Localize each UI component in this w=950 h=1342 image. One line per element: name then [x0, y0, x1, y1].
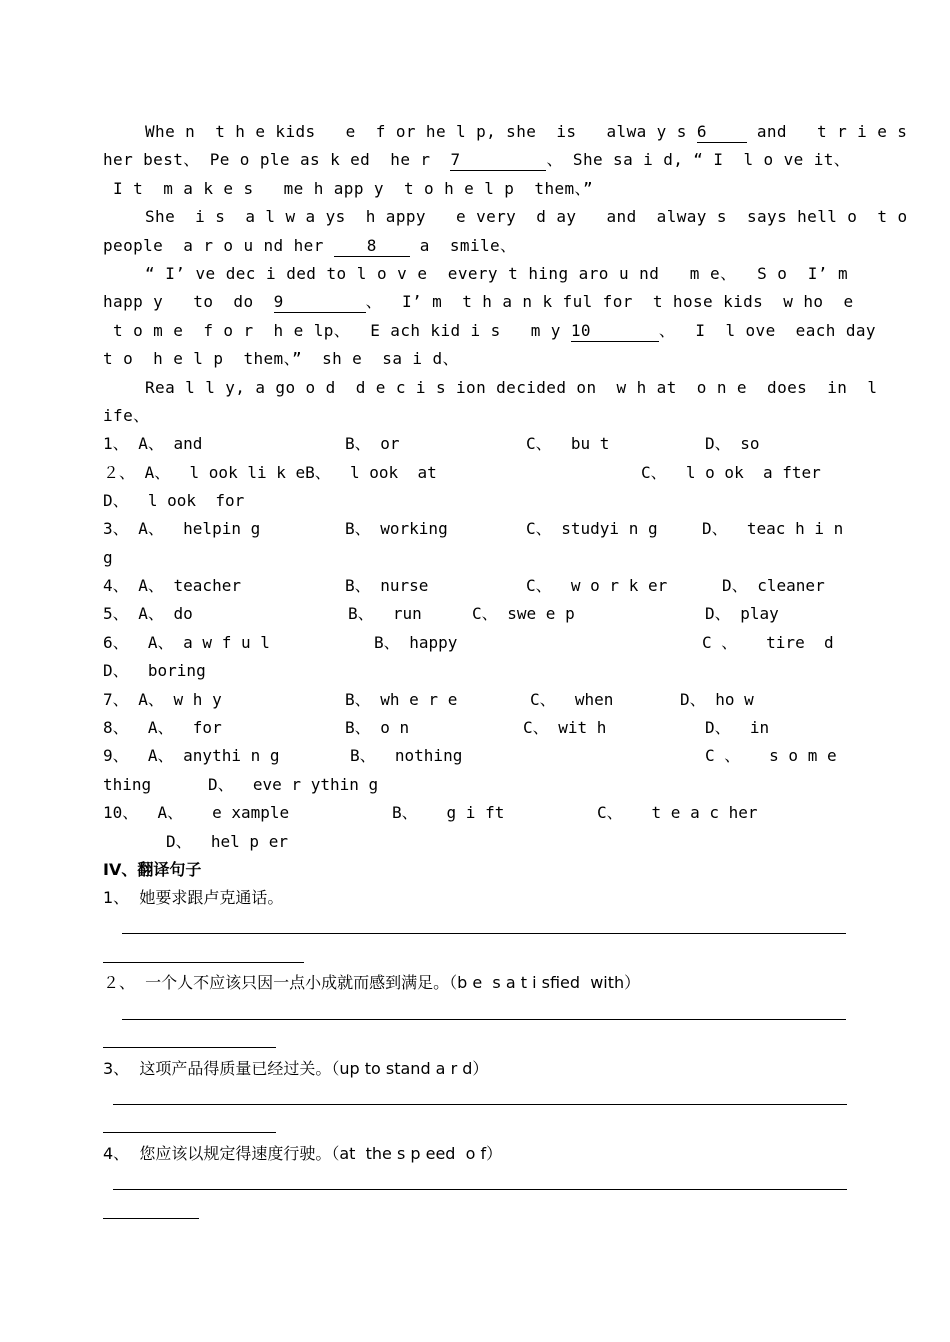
- question-1-option-a: 1、 A、 and: [103, 434, 203, 453]
- passage-text: Whe n t h e kids e f or he l p, she is alwa y s: [145, 122, 697, 141]
- question-4-option-a: 4、 A、 teacher: [103, 576, 241, 595]
- question-6-option-b: B、 happy: [374, 633, 458, 652]
- passage-text: t o m e f o r h e lp、 E ach kid i s m y: [103, 321, 571, 340]
- question-4-option-b: B、 nurse: [345, 576, 429, 595]
- question-3-option-a: 3、 A、 helpin g: [103, 519, 261, 538]
- translation-item-4: 4、 您应该以规定得速度行驶。（at the s p eed o f）: [103, 1144, 503, 1163]
- translation-item-1: 1、 她要求跟卢克通话。: [103, 888, 284, 907]
- question-8-option-b: B、 o n: [345, 718, 410, 737]
- question-9-option-c-wrap: thing: [103, 775, 152, 794]
- question-5-option-a: 5、 A、 do: [103, 604, 193, 623]
- answer-line[interactable]: [113, 1189, 847, 1190]
- passage-text: 、 She sa i d, “ I l o ve it、: [546, 150, 851, 169]
- question-3-option-b: B、 working: [345, 519, 448, 538]
- question-2-option-c: C、 l o ok a fter: [641, 463, 821, 482]
- question-2-options-ab: ２、 A、 l ook li k eB、 l ook at: [103, 463, 437, 482]
- question-8-option-c: C、 wit h: [523, 718, 607, 737]
- answer-line-wrap[interactable]: [103, 1218, 199, 1219]
- question-6-option-a: 6、 A、 a w f u l: [103, 633, 270, 652]
- passage-text: happ y to do: [103, 292, 274, 311]
- passage-line: “ I’ ve dec i ded to l o v e every t hing aro u nd m e、 S o I’ m: [145, 264, 848, 283]
- passage-line: [103, 317, 876, 345]
- translation-item-3: 3、 这项产品得质量已经过关。（up to stand a r d）: [103, 1059, 489, 1078]
- question-10-option-a: 10、 A、 e xample: [103, 803, 290, 822]
- passage-line: t o h e l p them、” sh e sa i d、: [103, 349, 459, 368]
- question-1-option-d: D、 so: [705, 434, 760, 453]
- passage-line: I t m a k e s me h app y t o h e l p them、”: [103, 179, 593, 198]
- question-6-option-d: D、 boring: [103, 661, 206, 680]
- passage-text: 、 I l ove each day: [658, 321, 876, 340]
- question-7-option-d: D、 ho w: [680, 690, 754, 709]
- passage-line: [103, 232, 848, 260]
- passage-line: ife、: [103, 406, 150, 425]
- answer-line-wrap[interactable]: [103, 1047, 276, 1048]
- question-1-option-b: B、 or: [345, 434, 400, 453]
- question-3-option-d-wrap: g: [103, 548, 113, 567]
- question-3-option-d: D、 teac h i n: [702, 519, 844, 538]
- question-5-option-b: B、 run: [348, 604, 422, 623]
- blank-9: 9: [274, 292, 366, 313]
- question-8-option-a: 8、 A、 for: [103, 718, 222, 737]
- passage-line: [103, 146, 851, 174]
- section-heading: IV、翻译句子: [103, 860, 202, 879]
- question-4-option-c: C、 w o r k er: [526, 576, 668, 595]
- blank-8: 8: [334, 236, 410, 257]
- translation-item-2: ２、 一个人不应该只因一点小成就而感到满足。（b e s a t i sfied with）: [103, 973, 641, 992]
- question-4-option-d: D、 cleaner: [722, 576, 825, 595]
- passage-line: Rea l l y, a go o d d e c i s ion decided on w h at o n e does in l: [145, 378, 878, 397]
- question-9-option-a: 9、 A、 anythi n g: [103, 746, 280, 765]
- question-5-option-c: C、 swe e p: [472, 604, 575, 623]
- question-5-option-d: D、 play: [705, 604, 779, 623]
- question-9-option-b: B、 nothing: [350, 746, 463, 765]
- question-7-option-c: C、 when: [530, 690, 614, 709]
- passage-text: a smile、: [409, 236, 517, 255]
- blank-6: 6: [697, 122, 747, 143]
- question-10-option-d: D、 hel p er: [166, 832, 288, 851]
- blank-10: 10: [571, 321, 659, 342]
- question-9-option-c: C 、 s o m e: [705, 746, 837, 765]
- passage-line: [145, 118, 908, 146]
- question-9-option-d: D、 eve r ythin g: [208, 775, 379, 794]
- passage-text: 、 I’ m t h a n k ful for t hose kids w ho e: [365, 292, 854, 311]
- question-2-option-d: D、 l ook for: [103, 491, 245, 510]
- question-3-option-c: C、 studyi n g: [526, 519, 658, 538]
- question-7-option-b: B、 wh e r e: [345, 690, 458, 709]
- question-8-option-d: D、 in: [705, 718, 770, 737]
- answer-line[interactable]: [122, 933, 846, 934]
- passage-text: and t r i e s: [746, 122, 908, 141]
- passage-line: She i s a l w a ys h appy e very d ay and alway s says hell o t o: [145, 207, 908, 226]
- answer-line[interactable]: [113, 1104, 847, 1105]
- passage-text: people a r o u nd her: [103, 236, 334, 255]
- answer-line-wrap[interactable]: [103, 962, 304, 963]
- answer-line-wrap[interactable]: [103, 1132, 276, 1133]
- question-10-option-c: C、 t e a c her: [597, 803, 758, 822]
- question-10-option-b: B、 g i ft: [392, 803, 505, 822]
- blank-7: 7: [450, 150, 546, 171]
- question-1-option-c: C、 bu t: [526, 434, 610, 453]
- answer-line[interactable]: [122, 1019, 846, 1020]
- passage-line: [103, 288, 854, 316]
- passage-text: her best、 Pe o ple as k ed he r: [103, 150, 451, 169]
- question-6-option-c: C 、 tire d: [702, 633, 834, 652]
- question-7-option-a: 7、 A、 w h y: [103, 690, 222, 709]
